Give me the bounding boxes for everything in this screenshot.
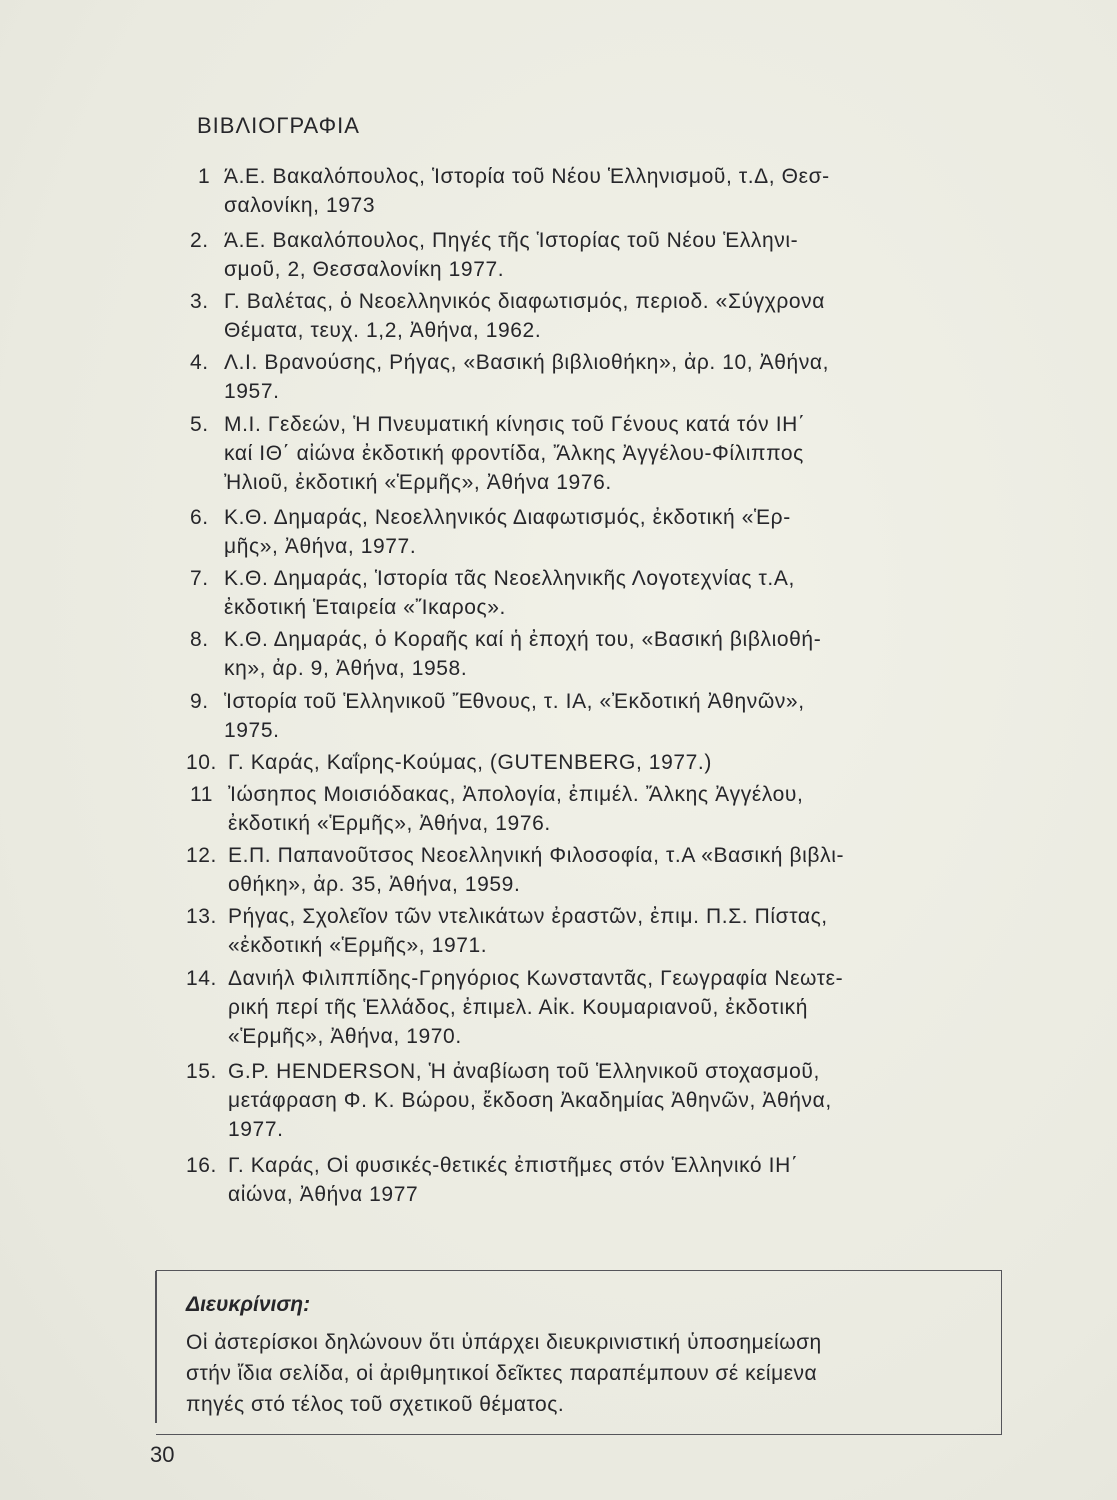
note-title: Διευκρίνιση: xyxy=(186,1293,311,1316)
page-number: 30 xyxy=(150,1442,175,1467)
clarification-box xyxy=(156,1270,1002,1435)
bibliography-entry xyxy=(188,228,798,286)
entry-text-line: Δανιήλ Φιλιππίδης-Γρηγόριος Κωνσταντᾶς, Γεωγραφία Νεωτε- xyxy=(228,967,844,990)
note-line: Οἱ ἀστερίσκοι δηλώνουν ὅτι ὑπάρχει διευκρινιστική ὑποσημείωση xyxy=(186,1331,822,1354)
bibliography-entry xyxy=(188,1059,832,1146)
entry-number: 10. xyxy=(186,751,217,774)
entry-text-line: Ά.Ε. Βακαλόπουλος, Ἱστορία τοῦ Νέου Ἑλληνισμοῦ, τ.Δ, Θεσ- xyxy=(224,165,830,188)
entry-text-line: Ἰώσηπος Μοισιόδακας, Ἀπολογία, ἐπιμέλ. Ἄλκης Ἀγγέλου, xyxy=(228,783,804,806)
entry-text-line: Γ. Καράς, Καΐρης-Κούμας, (GUTENBERG, 1977.) xyxy=(228,751,712,774)
bibliography-entry xyxy=(188,289,825,347)
entry-number: 14. xyxy=(186,967,217,990)
bibliography-entry xyxy=(188,566,795,624)
entry-text-line: Ἱστορία τοῦ Ἑλληνικοῦ Ἔθνους, τ. ΙΑ, «Ἐκδοτική Ἀθηνῶν», xyxy=(224,690,805,713)
entry-number: 15. xyxy=(186,1060,217,1083)
bibliography-entry xyxy=(188,412,805,499)
entry-text-line: Κ.Θ. Δημαράς, Νεοελληνικός Διαφωτισμός, ἐκδοτική «Ἑρ- xyxy=(224,506,791,529)
entry-text-line: Θέματα, τευχ. 1,2, Ἀθήνα, 1962. xyxy=(224,319,542,342)
entry-text-line: 1975. xyxy=(224,719,280,742)
bibliography-entry xyxy=(188,627,821,685)
entry-text-line: Ά.Ε. Βακαλόπουλος, Πηγές τῆς Ἱστορίας τοῦ Νέου Ἑλληνι- xyxy=(224,229,799,252)
bibliography-entry xyxy=(188,966,843,1053)
bibliography-entry xyxy=(188,350,829,408)
entry-text-line: σαλονίκη, 1973 xyxy=(224,194,376,217)
page-title: ΒΙΒΛΙΟΓΡΑΦΙΑ xyxy=(197,113,360,138)
note-line: στήν ἴδια σελίδα, οἱ ἀριθμητικοί δεῖκτες παραπέμπουν σέ κείμενα xyxy=(186,1362,818,1385)
entry-number: 4. xyxy=(190,351,209,374)
bibliography-entry xyxy=(188,904,828,962)
bibliography-entry xyxy=(188,750,712,779)
entry-text-line: 1957. xyxy=(224,380,280,403)
entry-number: 11 xyxy=(190,783,213,806)
entry-text-line: Γ. Καράς, Οἱ φυσικές-θετικές ἐπιστῆμες στόν Ἑλληνικό ΙΗ΄ xyxy=(228,1154,799,1177)
entry-number: 9. xyxy=(190,690,209,713)
entry-text-line: Κ.Θ. Δημαράς, Ἱστορία τᾶς Νεοελληνικῆς Λογοτεχνίας τ.Α, xyxy=(224,567,795,590)
entry-text-line: Γ. Βαλέτας, ὁ Νεοελληνικός διαφωτισμός, περιοδ. «Σύγχρονα xyxy=(224,290,826,313)
bibliography-entry xyxy=(188,505,791,563)
entry-number: 8. xyxy=(190,628,209,651)
entry-text-line: Μ.Ι. Γεδεών, Ἡ Πνευματική κίνησις τοῦ Γένους κατά τόν ΙΗ΄ xyxy=(224,413,806,436)
entry-text-line: Λ.Ι. Βρανούσης, Ρήγας, «Βασική βιβλιοθήκη», ἀρ. 10, Ἀθήνα, xyxy=(224,351,830,374)
entry-number: 12. xyxy=(186,844,217,867)
entry-text-line: οθήκη», ἀρ. 35, Ἀθήνα, 1959. xyxy=(228,873,521,896)
entry-text-line: G.P. HENDERSON, Ἡ ἀναβίωση τοῦ Ἑλληνικοῦ στοχασμοῦ, xyxy=(228,1060,820,1083)
entry-text-line: Κ.Θ. Δημαράς, ὁ Κοραῆς καί ἡ ἐποχή του, «Βασική βιβλιοθή- xyxy=(224,628,822,651)
entry-text-line: Ἠλιοῦ, ἐκδοτική «Ἑρμῆς», Ἀθήνα 1976. xyxy=(224,471,612,494)
entry-number: 7. xyxy=(190,567,209,590)
note-line: πηγές στό τέλος τοῦ σχετικοῦ θέματος. xyxy=(186,1393,565,1416)
entry-text-line: «Ἑρμῆς», Ἀθήνα, 1970. xyxy=(228,1025,462,1048)
entry-text-line: «ἐκδοτική «Ἑρμῆς», 1971. xyxy=(228,934,488,957)
entry-number: 5. xyxy=(190,413,209,436)
bibliography-entry xyxy=(188,1153,798,1211)
entry-text-line: καί ΙΘ΄ αἰώνα ἐκδοτική φροντίδα, Ἄλκης Ἀγγέλου-Φίλιππος xyxy=(224,442,804,465)
entry-text-line: μετάφραση Φ. Κ. Βώρου, ἔκδοση Ἀκαδημίας Ἀθηνῶν, Ἀθήνα, xyxy=(228,1089,832,1112)
entry-text-line: ρική περί τῆς Ἑλλάδος, ἐπιμελ. Αἰκ. Κουμαριανοῦ, ἐκδοτική xyxy=(228,996,808,1019)
entry-number: 6. xyxy=(190,506,209,529)
entry-text-line: κη», ἀρ. 9, Ἀθήνα, 1958. xyxy=(224,657,468,680)
bibliography-entry xyxy=(188,782,803,840)
entry-number: 1 xyxy=(198,165,211,188)
entry-text-line: Ε.Π. Παπανοῦτσος Νεοελληνική Φιλοσοφία, τ.Α «Βασική βιβλι- xyxy=(228,844,845,867)
bibliography-entry xyxy=(188,689,805,747)
entry-text-line: 1977. xyxy=(228,1118,284,1141)
bibliography-entry xyxy=(188,843,844,901)
bibliography-entry xyxy=(188,164,830,222)
entry-text-line: αἰώνα, Ἀθήνα 1977 xyxy=(228,1183,419,1206)
entry-text-line: ἐκδοτική Ἑταιρεία «Ἴκαρος». xyxy=(224,596,506,619)
entry-text-line: ἐκδοτική «Ἑρμῆς», Ἀθήνα, 1976. xyxy=(228,812,551,835)
entry-number: 16. xyxy=(186,1154,217,1177)
entry-number: 13. xyxy=(186,905,217,928)
entry-text-line: σμοῦ, 2, Θεσσαλονίκη 1977. xyxy=(224,258,505,281)
entry-text-line: Ρήγας, Σχολεῖον τῶν ντελικάτων ἐραστῶν, ἐπιμ. Π.Σ. Πίστας, xyxy=(228,905,828,928)
entry-number: 3. xyxy=(190,290,209,313)
entry-text-line: μῆς», Ἀθήνα, 1977. xyxy=(224,535,417,558)
entry-number: 2. xyxy=(190,229,209,252)
